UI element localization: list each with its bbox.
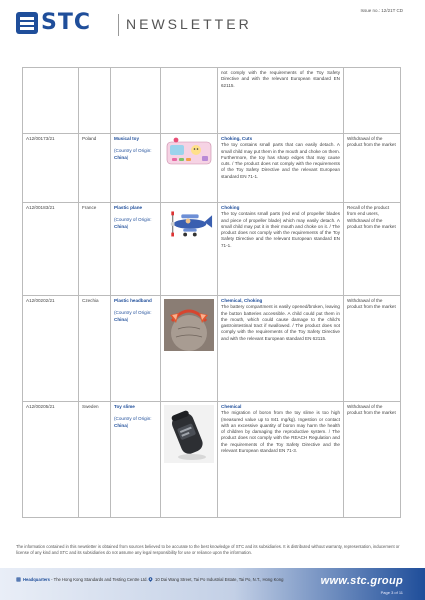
disclaimer: The information contained in this newsletter is obtained from sources believed to be accurate to the best knowledge of STC and its subsidiaries. It is distributed without warranty, representation, inducement or license of any kind and STC and its subsidiaries do not assume any legal responsibility for use or reliance upon the information. [16,544,400,555]
origin-label: (Country of Origin: [114,310,152,316]
measure-cell [344,203,401,296]
origin [114,310,157,323]
product-name: Plastic plane [114,205,143,210]
notifying-country: Czechia [82,298,99,303]
notifying-country: Poland [82,136,97,141]
risk-cell [218,296,344,402]
hq-label: Headquarters [23,577,50,582]
product-cell [111,402,161,518]
address [148,577,283,582]
product-name: Musical toy [114,136,140,141]
ref-cell [23,296,79,402]
risk-description: The migration of boron from the toy slime is too high (measured value up to 841 mg/kg). Ingestion or contact with an excessive quantity of boron may harm the health of children by damaging the reproductive system. / The product does not comply with the REACH Regulation and the requirements of the Toy Safety Directive and the relevant European standard EN 71-3. [221,410,340,454]
country-cell [79,134,111,203]
risk-description: not comply with the requirements of the Toy Safety Directive and with the relevant European standard EN 62115. [221,70,340,88]
stc-logo-mark-icon [16,12,38,34]
risk-description: The battery compartment is easily opened/broken, leaving the button batteries accessible. A child could put them in the mouth, which could cause damage to the child's gastrointestinal tract if swallowed. / The product does not comply with the requirements of the Toy Safety Directive and with the relevant European standard EN 62115. [221,304,340,341]
table-row [23,134,401,203]
risk-description: The toy contains small parts (red end of propeller blades and piece of propeller blade) which may easily detach. A small child may put it in their mouth and choke on it. / The product does not comply with the requirements of the Toy Safety Directive and the relevant European standard EN 71-1. [221,211,340,248]
risk-title: Choking [221,205,240,210]
product-cell [111,134,161,203]
image-cell [161,296,218,402]
ref-number: A12/00205/21 [26,404,55,409]
risk-title: Chemical [221,404,242,409]
header-divider [118,14,119,36]
image-cell [161,68,218,134]
product-cell [111,203,161,296]
country-cell [79,68,111,134]
origin-close: ) [126,154,129,160]
measure-cell [344,402,401,518]
hq-name: - The Hong Kong Standards and Testing Centre Ltd. [50,577,148,582]
product-name: Toy slime [114,404,135,409]
origin-label: (Country of Origin: [114,416,152,422]
ref-number: A12/00173/21 [26,136,55,141]
risk-description: The toy contains small parts that can easily detach. A small child may put them in the mouth and choke on them. Furthermore, the toy has sharp edges that may cause cuts. / The product does not comply with the requirements of the Toy Safety Directive and the relevant European standard EN 71-1. [221,142,340,179]
risk-title: Chemical, Choking [221,298,263,303]
ref-number: A12/00183/21 [26,205,55,210]
address-text: 10 Dai Wang Street, Tai Po Industrial Estate, Tai Po, N.T., Hong Kong [155,577,284,582]
ref-number: A12/00202/21 [26,298,55,303]
measure-cell [344,68,401,134]
origin-country: China [114,223,127,229]
recall-table [22,67,401,518]
newsletter-title: NEWSLETTER [126,16,252,32]
origin-close: ) [126,223,129,229]
origin-close: ) [126,316,129,322]
origin-country: China [114,154,127,160]
risk-title: Choking, Cuts [221,136,253,141]
headband-photo-icon [164,299,214,351]
building-icon [16,577,21,582]
table-row [23,296,401,402]
origin-label: (Country of Origin: [114,148,152,154]
origin-country: China [114,316,127,322]
notifying-country: Sweden [82,404,99,409]
origin [114,217,157,230]
risk-cell [218,68,344,134]
origin-label: (Country of Origin: [114,217,152,223]
measure-text: Recall of the product from end users, Withdrawal of the product from the market [347,205,396,229]
country-cell [79,296,111,402]
table-row [23,203,401,296]
ref-cell [23,402,79,518]
measure-text: Withdrawal of the product from the market [347,136,396,148]
page-number: Page 3 of 11 [380,590,403,595]
ref-cell [23,134,79,203]
table-row [23,68,401,134]
table-row [23,402,401,518]
location-pin-icon [148,577,153,582]
measure-text: Withdrawal of the product from the market [347,404,396,416]
stc-logo [16,12,91,34]
origin-country: China [114,422,127,428]
origin [114,148,157,161]
risk-cell [218,203,344,296]
country-cell [79,402,111,518]
product-cell [111,68,161,134]
ref-cell [23,203,79,296]
ref-cell [23,68,79,134]
origin [114,416,157,429]
musical-toy-photo-icon [164,137,214,167]
slime-photo-icon [164,405,214,463]
origin-close: ) [126,422,129,428]
image-cell [161,134,218,203]
image-cell [161,402,218,518]
measure-cell [344,296,401,402]
product-name: Plastic headband [114,298,152,303]
risk-cell [218,402,344,518]
headquarters [16,577,148,582]
notifying-country: France [82,205,97,210]
measure-cell [344,134,401,203]
logo-text: STC [41,10,91,35]
risk-cell [218,134,344,203]
issue-number: Issue no.: 12/21T CD [360,8,403,13]
plastic-plane-photo-icon [164,206,214,240]
image-cell [161,203,218,296]
website-link[interactable]: www.stc.group [320,575,403,587]
country-cell [79,203,111,296]
page-header [0,0,425,50]
product-cell [111,296,161,402]
measure-text: Withdrawal of the product from the market [347,298,396,310]
